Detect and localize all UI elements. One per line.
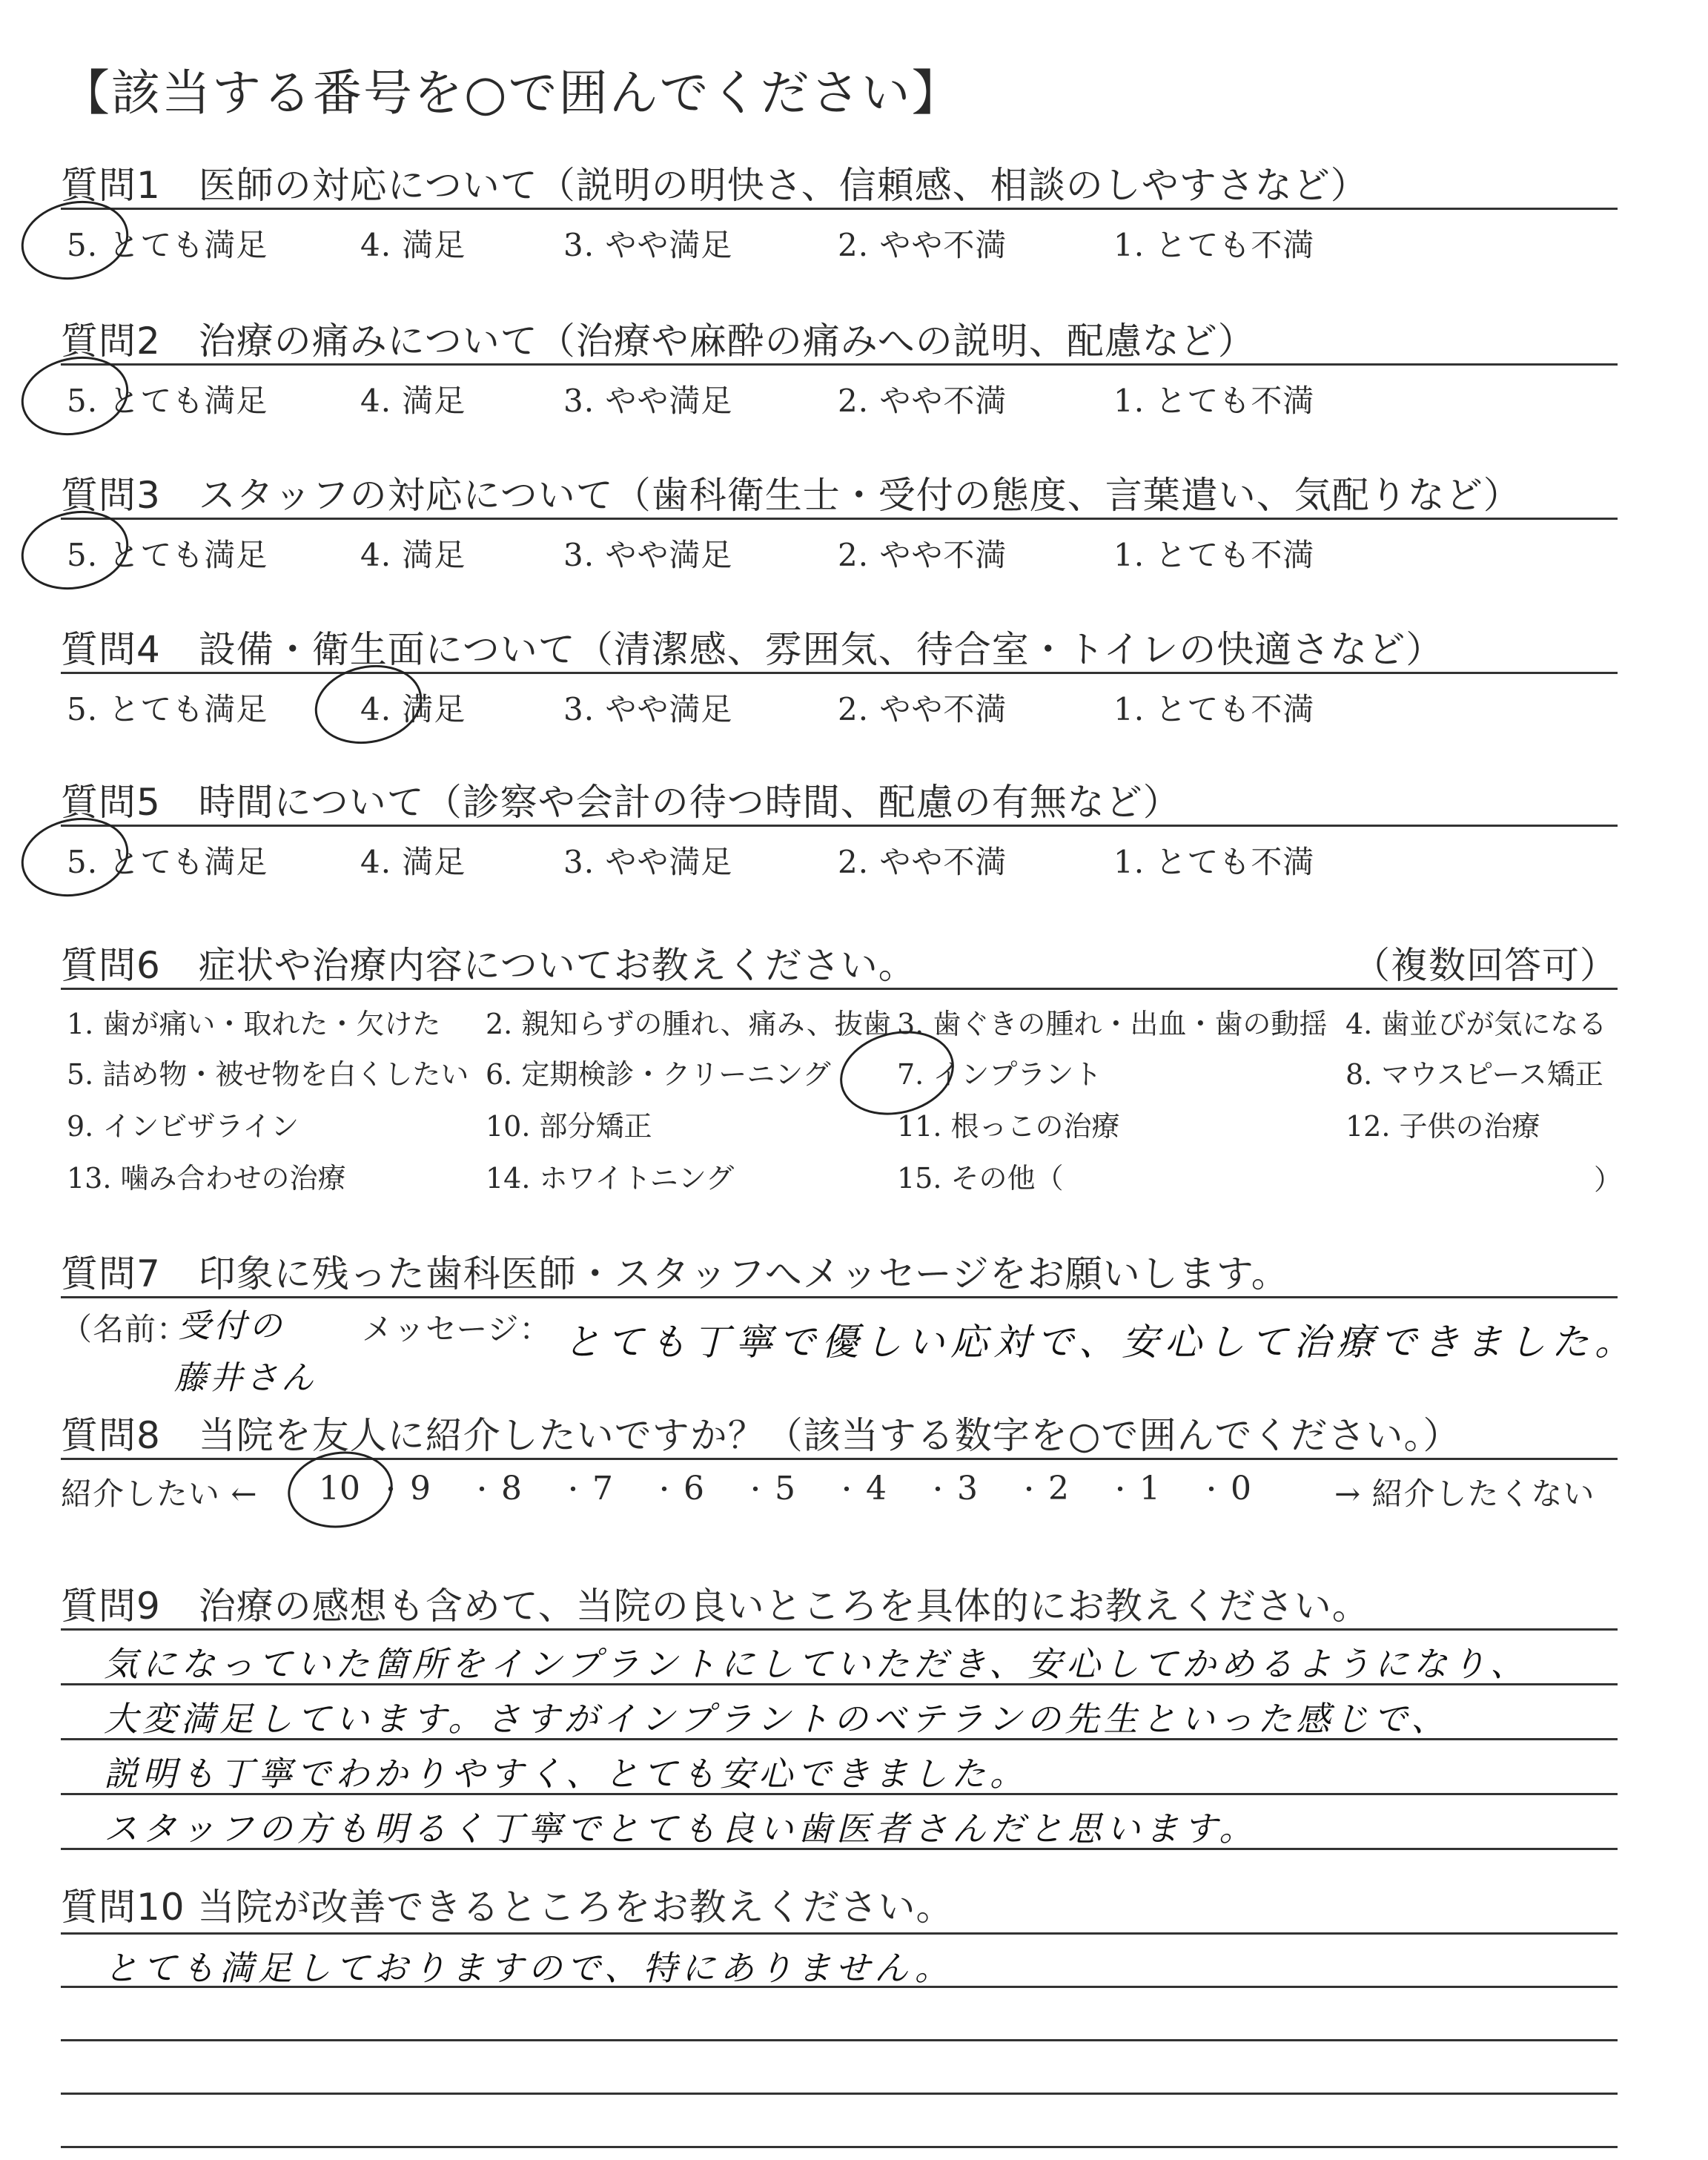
q9-line [61,1738,1618,1740]
q9-answer-line: 気になっていた箇所をインプラントにしていただき、安心してかめるようになり、 [104,1644,1529,1684]
q4-heading: 質問4 設備・衛生面について（清潔感、雰囲気、待合室・トイレの快適さなど） [61,628,1444,671]
q8-separator: ・ [378,1476,403,1505]
q2-rule [61,363,1618,366]
q4-option-1[interactable]: 1. とても不満 [1113,691,1315,727]
q8-scale-6[interactable]: 6 [683,1470,704,1507]
q4-rule [61,672,1618,674]
q8-heading: 質問8 当院を友人に紹介したいですか？（該当する数字を○で囲んでください。） [61,1414,1461,1457]
q10-line [61,2146,1618,2148]
q5-option-3[interactable]: 3. やや満足 [563,844,733,880]
q1-option-5[interactable]: 5. とても満足 [67,227,268,263]
q8-scale-9[interactable]: 9 [410,1470,431,1507]
q1-option-2[interactable]: 2. やや不満 [838,227,1007,263]
q2-heading: 質問2 治療の痛みについて（治療や麻酔の痛みへの説明、配慮など） [61,320,1256,363]
q10-line [61,1932,1618,1935]
q8-separator: ・ [1199,1476,1224,1505]
q4-option-5[interactable]: 5. とても満足 [67,691,268,727]
q6-option-2[interactable]: 2. 親知らずの腫れ、痛み、抜歯 [486,1008,891,1040]
q5-rule [61,825,1618,827]
q6-option-10[interactable]: 10. 部分矯正 [486,1110,652,1143]
q5-option-5[interactable]: 5. とても満足 [67,844,268,880]
q8-left-label: 紹介したい ← [61,1476,258,1512]
q1-option-3[interactable]: 3. やや満足 [563,227,733,263]
q2-option-4[interactable]: 4. 満足 [360,383,466,419]
q3-option-1[interactable]: 1. とても不満 [1113,537,1315,573]
q6-option-4[interactable]: 4. 歯並びが気になる [1345,1008,1607,1040]
q8-scale-7[interactable]: 7 [592,1470,613,1507]
q1-heading: 質問1 医師の対応について（説明の明快さ、信頼感、相談のしやすさなど） [61,164,1368,207]
q10-line [61,2039,1618,2041]
q6-option-3[interactable]: 3. 歯ぐきの腫れ・出血・歯の動揺 [897,1008,1328,1040]
q9-line [61,1848,1618,1850]
q7-name-value-2: 藤井さん [174,1359,317,1397]
q10-heading: 質問10 当院が改善できるところをお教えください。 [61,1886,954,1929]
q2-option-1[interactable]: 1. とても不満 [1113,383,1315,419]
q7-message-label: メッセージ： [362,1311,552,1347]
q8-separator: ・ [652,1476,677,1505]
q8-scale-8[interactable]: 8 [501,1470,522,1507]
q5-option-2[interactable]: 2. やや不満 [838,844,1007,880]
q3-option-4[interactable]: 4. 満足 [360,537,466,573]
q10-line [61,1986,1618,1988]
q6-other-close: ） [1594,1163,1623,1196]
q7-name-value-1: 受付の [178,1307,285,1345]
q3-option-3[interactable]: 3. やや満足 [563,537,733,573]
q1-rule [61,208,1618,210]
q9-answer-line: 大変満足しています。さすがインプラントのベテランの先生といった感じで、 [104,1699,1450,1739]
q8-scale-5[interactable]: 5 [775,1470,795,1507]
q8-scale-0[interactable]: 0 [1231,1470,1251,1507]
q6-option-5[interactable]: 5. 詰め物・被せ物を白くしたい [67,1058,469,1091]
q8-rule [61,1458,1618,1460]
q8-scale-3[interactable]: 3 [957,1470,978,1507]
q3-option-5[interactable]: 5. とても満足 [67,537,268,573]
q8-separator: ・ [560,1476,586,1505]
q9-answer-line: スタッフの方も明るく丁寧でとても良い歯医者さんだと思います。 [104,1809,1258,1849]
q6-option-13[interactable]: 13. 噛み合わせの治療 [67,1162,346,1195]
q5-heading: 質問5 時間について（診察や会計の待つ時間、配慮の有無など） [61,781,1181,824]
q7-heading: 質問7 印象に残った歯科医師・スタッフへメッセージをお願いします。 [61,1252,1289,1295]
q4-option-4[interactable]: 4. 満足 [360,691,466,727]
q6-option-9[interactable]: 9. インビザライン [67,1110,299,1143]
q9-line [61,1628,1618,1631]
q3-heading: 質問3 スタッフの対応について（歯科衛生士・受付の態度、言葉遣い、気配りなど） [61,474,1521,517]
q10-answer-line: とても満足しておりますので、特にありません。 [104,1948,953,1988]
q6-option-6[interactable]: 6. 定期検診・クリーニング [486,1058,831,1091]
q6-option-14[interactable]: 14. ホワイトニング [486,1162,735,1195]
q4-option-3[interactable]: 3. やや満足 [563,691,733,727]
q3-option-2[interactable]: 2. やや不満 [838,537,1007,573]
q9-answer-line: 説明も丁寧でわかりやすく、とても安心できました。 [104,1754,1029,1794]
q8-separator: ・ [1016,1476,1042,1505]
q3-rule [61,518,1618,520]
q8-separator: ・ [469,1476,494,1505]
q6-option-8[interactable]: 8. マウスピース矯正 [1345,1058,1603,1091]
q6-option-15[interactable]: 15. その他（ [897,1162,1064,1195]
q5-option-4[interactable]: 4. 満足 [360,844,466,880]
q6-rule [61,988,1618,990]
q8-separator: ・ [743,1476,768,1505]
q4-option-2[interactable]: 2. やや不満 [838,691,1007,727]
q6-note: （複数回答可） [1353,944,1618,987]
q8-scale-4[interactable]: 4 [866,1470,887,1507]
q8-separator: ・ [1108,1476,1133,1505]
q6-option-1[interactable]: 1. 歯が痛い・取れた・欠けた [67,1008,441,1040]
q8-right-label: → 紹介したくない [1334,1476,1595,1512]
q6-heading: 質問6 症状や治療内容についてお教えください。 [61,944,916,987]
q7-name-label: （名前： [61,1311,189,1347]
q9-heading: 質問9 治療の感想も含めて、当院の良いところを具体的にお教えください。 [61,1585,1370,1628]
q8-scale-2[interactable]: 2 [1048,1470,1069,1507]
q2-option-3[interactable]: 3. やや満足 [563,383,733,419]
q1-option-1[interactable]: 1. とても不満 [1113,227,1315,263]
q8-separator: ・ [834,1476,859,1505]
q5-option-1[interactable]: 1. とても不満 [1113,844,1315,880]
q6-option-12[interactable]: 12. 子供の治療 [1345,1110,1540,1143]
q10-line [61,2093,1618,2095]
q9-line [61,1683,1618,1685]
q7-rule [61,1296,1618,1298]
q6-option-11[interactable]: 11. 根っこの治療 [897,1110,1120,1143]
q7-message-value: とても丁寧で優しい応対で、安心して治療できました。 [563,1321,1638,1364]
page-title: 【該当する番号を○で囲んでください】 [61,65,962,122]
q2-option-2[interactable]: 2. やや不満 [838,383,1007,419]
q2-option-5[interactable]: 5. とても満足 [67,383,268,419]
q8-scale-1[interactable]: 1 [1139,1470,1160,1507]
q6-option-7[interactable]: 7. インプラント [897,1058,1102,1091]
q8-separator: ・ [925,1476,950,1505]
q1-option-4[interactable]: 4. 満足 [360,227,466,263]
q9-line [61,1793,1618,1795]
q8-scale-10[interactable]: 10 [319,1470,360,1507]
